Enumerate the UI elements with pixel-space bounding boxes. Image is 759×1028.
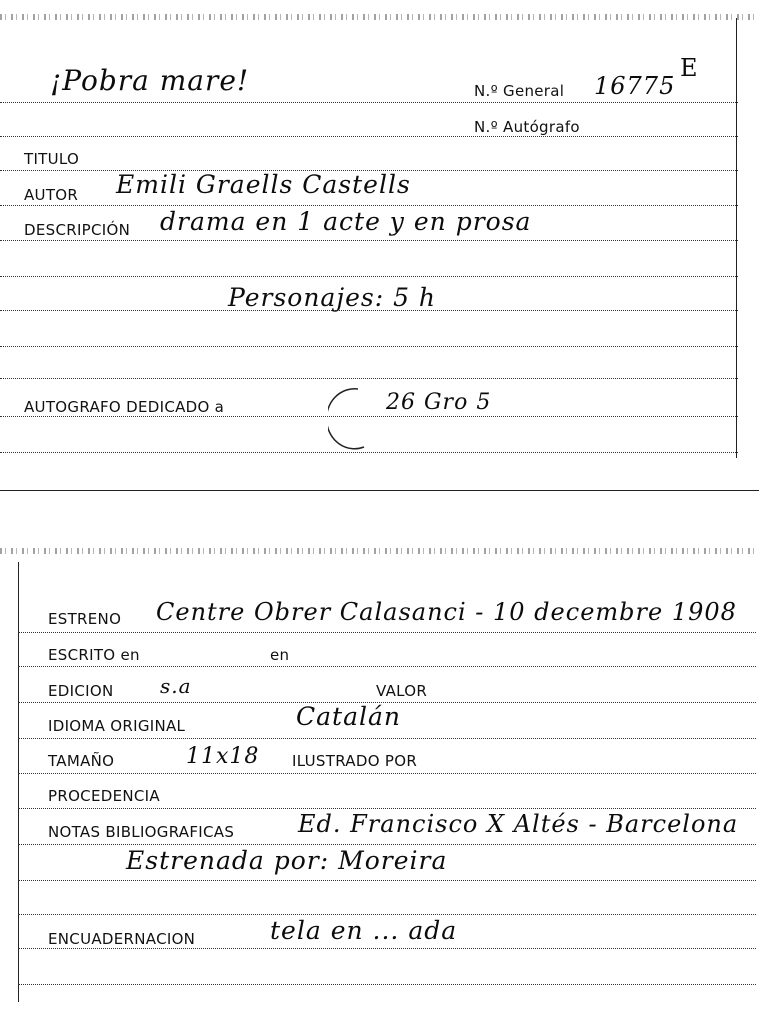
edicion-label: EDICION [48,682,114,700]
rule [18,666,756,667]
autografo-dedicado-value: 26 Gro 5 [386,390,492,415]
card-top-edge [0,14,759,20]
escrito-en-label: en [270,646,290,664]
general-number-suffix: E [680,54,699,82]
notas-value-line2: Estrenada por: Moreira [126,846,448,875]
estreno-value: Centre Obrer Calasanci - 10 decembre 1908 [156,598,737,626]
card-title-handwritten: ¡Pobra mare! [50,64,250,97]
rule [0,346,738,347]
idioma-label: IDIOMA ORIGINAL [48,717,186,735]
escrito-label: ESCRITO en [48,646,140,664]
edicion-value: s.a [160,674,192,698]
rule [0,205,738,206]
general-number-value: 16775 [594,72,676,100]
notas-label: NOTAS BIBLIOGRAFICAS [48,823,235,841]
autor-value: Emili Graells Castells [116,170,411,199]
rule [0,136,738,137]
rule [0,240,738,241]
personajes-value: Personajes: 5 h [228,283,437,312]
rule [18,984,756,985]
descripcion-value: drama en 1 acte y en prosa [160,207,532,236]
procedencia-label: PROCEDENCIA [48,787,160,805]
stamp-circle [328,385,388,453]
card-bottom-edge [0,490,759,491]
rule [0,276,738,277]
notas-value: Ed. Francisco X Altés - Barcelona [298,810,739,838]
autor-label: AUTOR [24,186,79,204]
estreno-label: ESTRENO [48,610,122,628]
card-right-border [736,18,737,458]
rule [18,738,756,739]
general-number-label: N.º General [474,82,565,100]
encuadernacion-label: ENCUADERNACION [48,930,196,948]
rule [0,378,738,379]
ilustrado-label: ILUSTRADO POR [292,752,418,770]
rule [18,844,756,845]
card-left-border [18,562,19,1002]
encuadernacion-value: tela en ... ada [270,916,458,945]
rule [18,773,756,774]
idioma-value: Catalán [296,702,401,731]
rule [18,632,756,633]
titulo-label: TITULO [24,150,80,168]
tamano-value: 11x18 [186,744,260,769]
rule [18,914,756,915]
autografo-dedicado-label: AUTOGRAFO DEDICADO a [24,398,225,416]
autografo-number-label: N.º Autógrafo [474,118,580,136]
card-bottom-top-edge [0,548,759,554]
rule [18,808,756,809]
descripcion-label: DESCRIPCIÓN [24,221,131,239]
valor-label: VALOR [376,682,428,700]
rule [18,880,756,881]
rule [0,102,738,103]
tamano-label: TAMAÑO [48,752,115,770]
rule [18,948,756,949]
catalog-card-top [0,0,759,500]
catalog-card-bottom [0,540,759,1028]
